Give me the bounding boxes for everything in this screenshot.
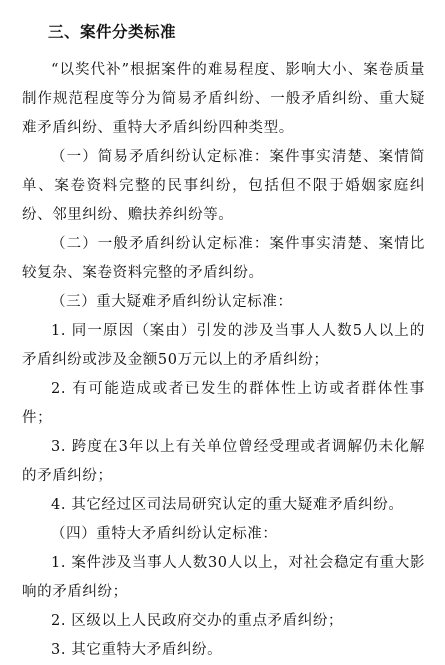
major-dispute-item-2: 2. 有可能造成或者已发生的群体性上访或者群体性事件； — [22, 381, 425, 426]
major-dispute-criteria-heading: （三）重大疑难矛盾纠纷认定标准： — [51, 294, 293, 310]
intro-paragraph: “以奖代补”根据案件的难易程度、影响大小、案卷质量制作规范程度等分为简易矛盾纠纷、一般矛盾纠纷、重大疑难矛盾纠纷、重特大矛盾纠纷四种类型。 — [22, 62, 425, 136]
major-dispute-item-3: 3. 跨度在3年以上有关单位曾经受理或者调解仍未化解的矛盾纠纷； — [22, 439, 425, 484]
section-heading: 三、案件分类标准 — [48, 23, 177, 41]
major-dispute-item-1: 1. 同一原因（案由）引发的涉及当事人人数5人以上的矛盾纠纷或涉及金额50万元以上的矛盾纠纷； — [22, 323, 425, 368]
critical-dispute-criteria-heading: （四）重特大矛盾纠纷认定标准： — [51, 526, 278, 542]
simple-dispute-criteria: （一）简易矛盾纠纷认定标准：案件事实清楚、案情简单、案卷资料完整的民事纠纷，包括但不限于婚姻家庭纠纷、邻里纠纷、赡扶养纠纷等。 — [22, 149, 425, 223]
critical-dispute-item-3: 3. 其它重特大矛盾纠纷。 — [51, 642, 223, 658]
critical-dispute-item-1: 1. 案件涉及当事人人数30人以上，对社会稳定有重大影响的矛盾纠纷； — [22, 555, 425, 600]
general-dispute-criteria: （二）一般矛盾纠纷认定标准：案件事实清楚、案情比较复杂、案卷资料完整的矛盾纠纷。 — [22, 236, 425, 281]
critical-dispute-item-2: 2. 区级以上人民政府交办的重点矛盾纠纷； — [51, 613, 344, 629]
major-dispute-item-4: 4. 其它经过区司法局研究认定的重大疑难矛盾纠纷。 — [51, 497, 404, 513]
